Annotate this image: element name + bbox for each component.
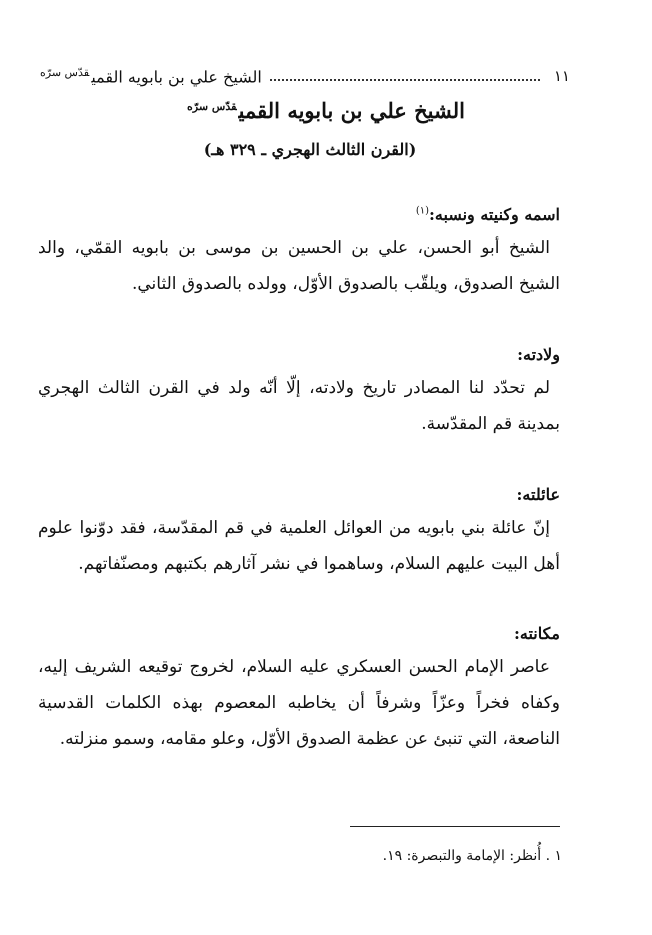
page-title-text: الشيخ علي بن بابويه القمي (238, 98, 465, 123)
section-paragraph: إنّ عائلة بني بابويه من العوائل العلمية في قم المقدّسة، فقد دوّنوا علوم أهل البيت عليهم السلام، وساهموا في نشر آثارهم بكتبهم ومصنّفاتهم. (38, 518, 560, 574)
section-paragraph: عاصر الإمام الحسن العسكري عليه السلام، لخروج توقيعه الشريف إليه، وكفاه فخراً وعزّاً وشرفاً أن يخاطبه المعصوم بهذه الكلمات القدسية الناصعة، التي تنبئ عن عظمة الصدوق الأوّل، وعلو مقامه، وسمو منزلته. (38, 657, 560, 749)
section-status (38, 624, 560, 757)
running-title-honorific: قدّس سرّه (40, 65, 90, 79)
section-name-lineage (38, 205, 560, 302)
section-heading: مكانته: (513, 624, 560, 643)
footnote: ١ . أُنظر: الإمامة والتبصرة: ١٩. (382, 848, 562, 864)
heading-text: اسمه وكنيته ونسبه: (429, 205, 560, 224)
header-dot-leader (270, 78, 540, 81)
section-heading: ولادته: (517, 345, 560, 364)
section-birth (38, 345, 560, 442)
running-title (40, 66, 262, 86)
page-number: ١١ (553, 67, 570, 85)
footnote-separator (350, 826, 560, 827)
running-header (40, 62, 570, 90)
footnote-reference: (١) (415, 205, 429, 217)
page-title (0, 98, 652, 123)
section-paragraph: لم تحدّد لنا المصادر تاريخ ولادته، إلّا أنّه ولد في القرن الثالث الهجري بمدينة قم المقدّسة. (38, 378, 560, 434)
running-title-text: الشيخ علي بن بابويه القمي (91, 67, 262, 87)
section-heading: عائلته: (516, 485, 560, 504)
section-paragraph: الشيخ أبو الحسن، علي بن الحسين بن موسى بن بابويه القمّي، والد الشيخ الصدوق، ويلقّب بالصدوق الأوّل، وولده بالصدوق الثاني. (38, 238, 560, 294)
title-honorific: قدّس سرّه (187, 100, 237, 113)
page-subtitle: (القرن الثالث الهجري ـ ٣٢٩ هـ) (203, 140, 417, 159)
section-heading (38, 205, 560, 224)
section-family (38, 485, 560, 582)
